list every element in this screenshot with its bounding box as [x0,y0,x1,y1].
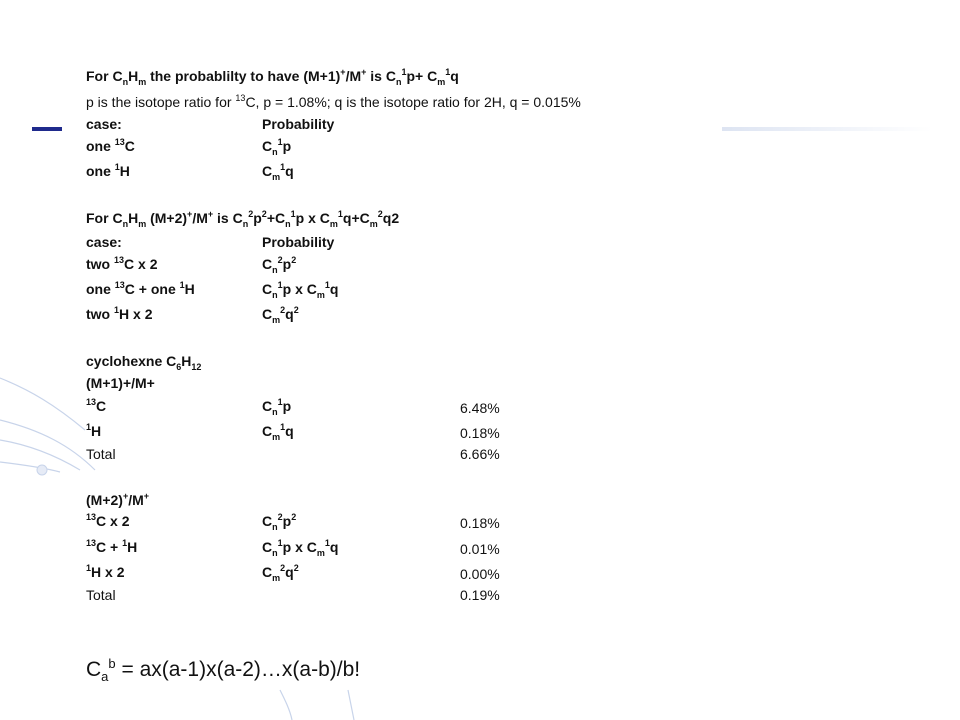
case-two-13c: two $^{13}$C x 2 [86,255,158,272]
m1-row-13c: $^{13}$C [86,397,107,414]
accent-bar [32,127,62,131]
m2-row-13c-x2: $^{13}$C x 2 [86,512,130,529]
m1-label: (M+1)+/M+ [86,375,155,391]
m2-prob-cn2p2: $C_n^2p^2$ [262,512,297,532]
header-rule [722,127,932,131]
case-one-13c: one $^{13}$C [86,137,135,154]
m1-total-value: 6.66% [460,446,500,462]
example-title: cyclohexne $C_6H_{12}$ [86,353,202,372]
combination-formula: $C_a^b$ = ax(a-1)x(a-2)…x(a-b)/b! [86,656,361,684]
case-label-2: case: [86,234,122,250]
prob-cn1p-cm1q: $C_n^1p$ x $C_m^1q$ [262,280,339,300]
prob-cn2p2: $C_n^2p^2$ [262,255,297,275]
prob-cm1q: $C_m^1q$ [262,162,294,182]
m1-value-1h: 0.18% [460,425,500,441]
header-line: For $C_nH_m$ the probablilty to have (M+1)+/M+ is $C_n^1p+ C_m^1q$ [86,67,459,87]
m2-total-label: Total [86,587,116,603]
case-one-1h: one $^1$H [86,162,130,179]
m2-prob-cn1p-cm1q: $C_n^1p$ x $C_m^1q$ [262,538,339,558]
m2-row-1h-x2: $^1$H x 2 [86,563,125,580]
m1-row-1h: $^1$H [86,422,102,439]
m2-formula-line: For $C_nH_m$ (M+2)+/M+ is $C_n^2p^2+C_n^1p$ x $C_m^1q+C_m^2q2$ [86,209,400,229]
prob-cm2q2: $C_m^2q^2$ [262,305,299,325]
probability-label-1: Probability [262,116,335,132]
case-label-1: case: [86,116,122,132]
m2-prob-cm2q2: $C_m^2q^2$ [262,563,299,583]
m2-value-13c-x2: 0.18% [460,515,500,531]
case-one-13c-one-1h: one $^{13}$C + one $^1$H [86,280,195,297]
m1-prob-cn1p: $C_n^1p$ [262,397,292,417]
case-two-1h: two $^1$H x 2 [86,305,153,322]
m2-total-value: 0.19% [460,587,500,603]
m2-row-13c-1h: $^{13}$C + $^1$H [86,538,138,555]
m1-prob-cm1q: $C_m^1q$ [262,422,294,442]
m2-value-1h-x2: 0.00% [460,566,500,582]
decor-dot [37,465,47,475]
prob-cn1p: $C_n^1p$ [262,137,292,157]
m2-value-13c-1h: 0.01% [460,541,500,557]
m2-label: (M+2)+/M+ [86,491,150,508]
m1-value-13c: 6.48% [460,400,500,416]
probability-label-2: Probability [262,234,335,250]
isotope-ratio-line: p is the isotope ratio for $^{13}$C, p = 1.08%; q is the isotope ratio for 2H, q = 0.015% [86,93,581,110]
m1-total-label: Total [86,446,116,462]
